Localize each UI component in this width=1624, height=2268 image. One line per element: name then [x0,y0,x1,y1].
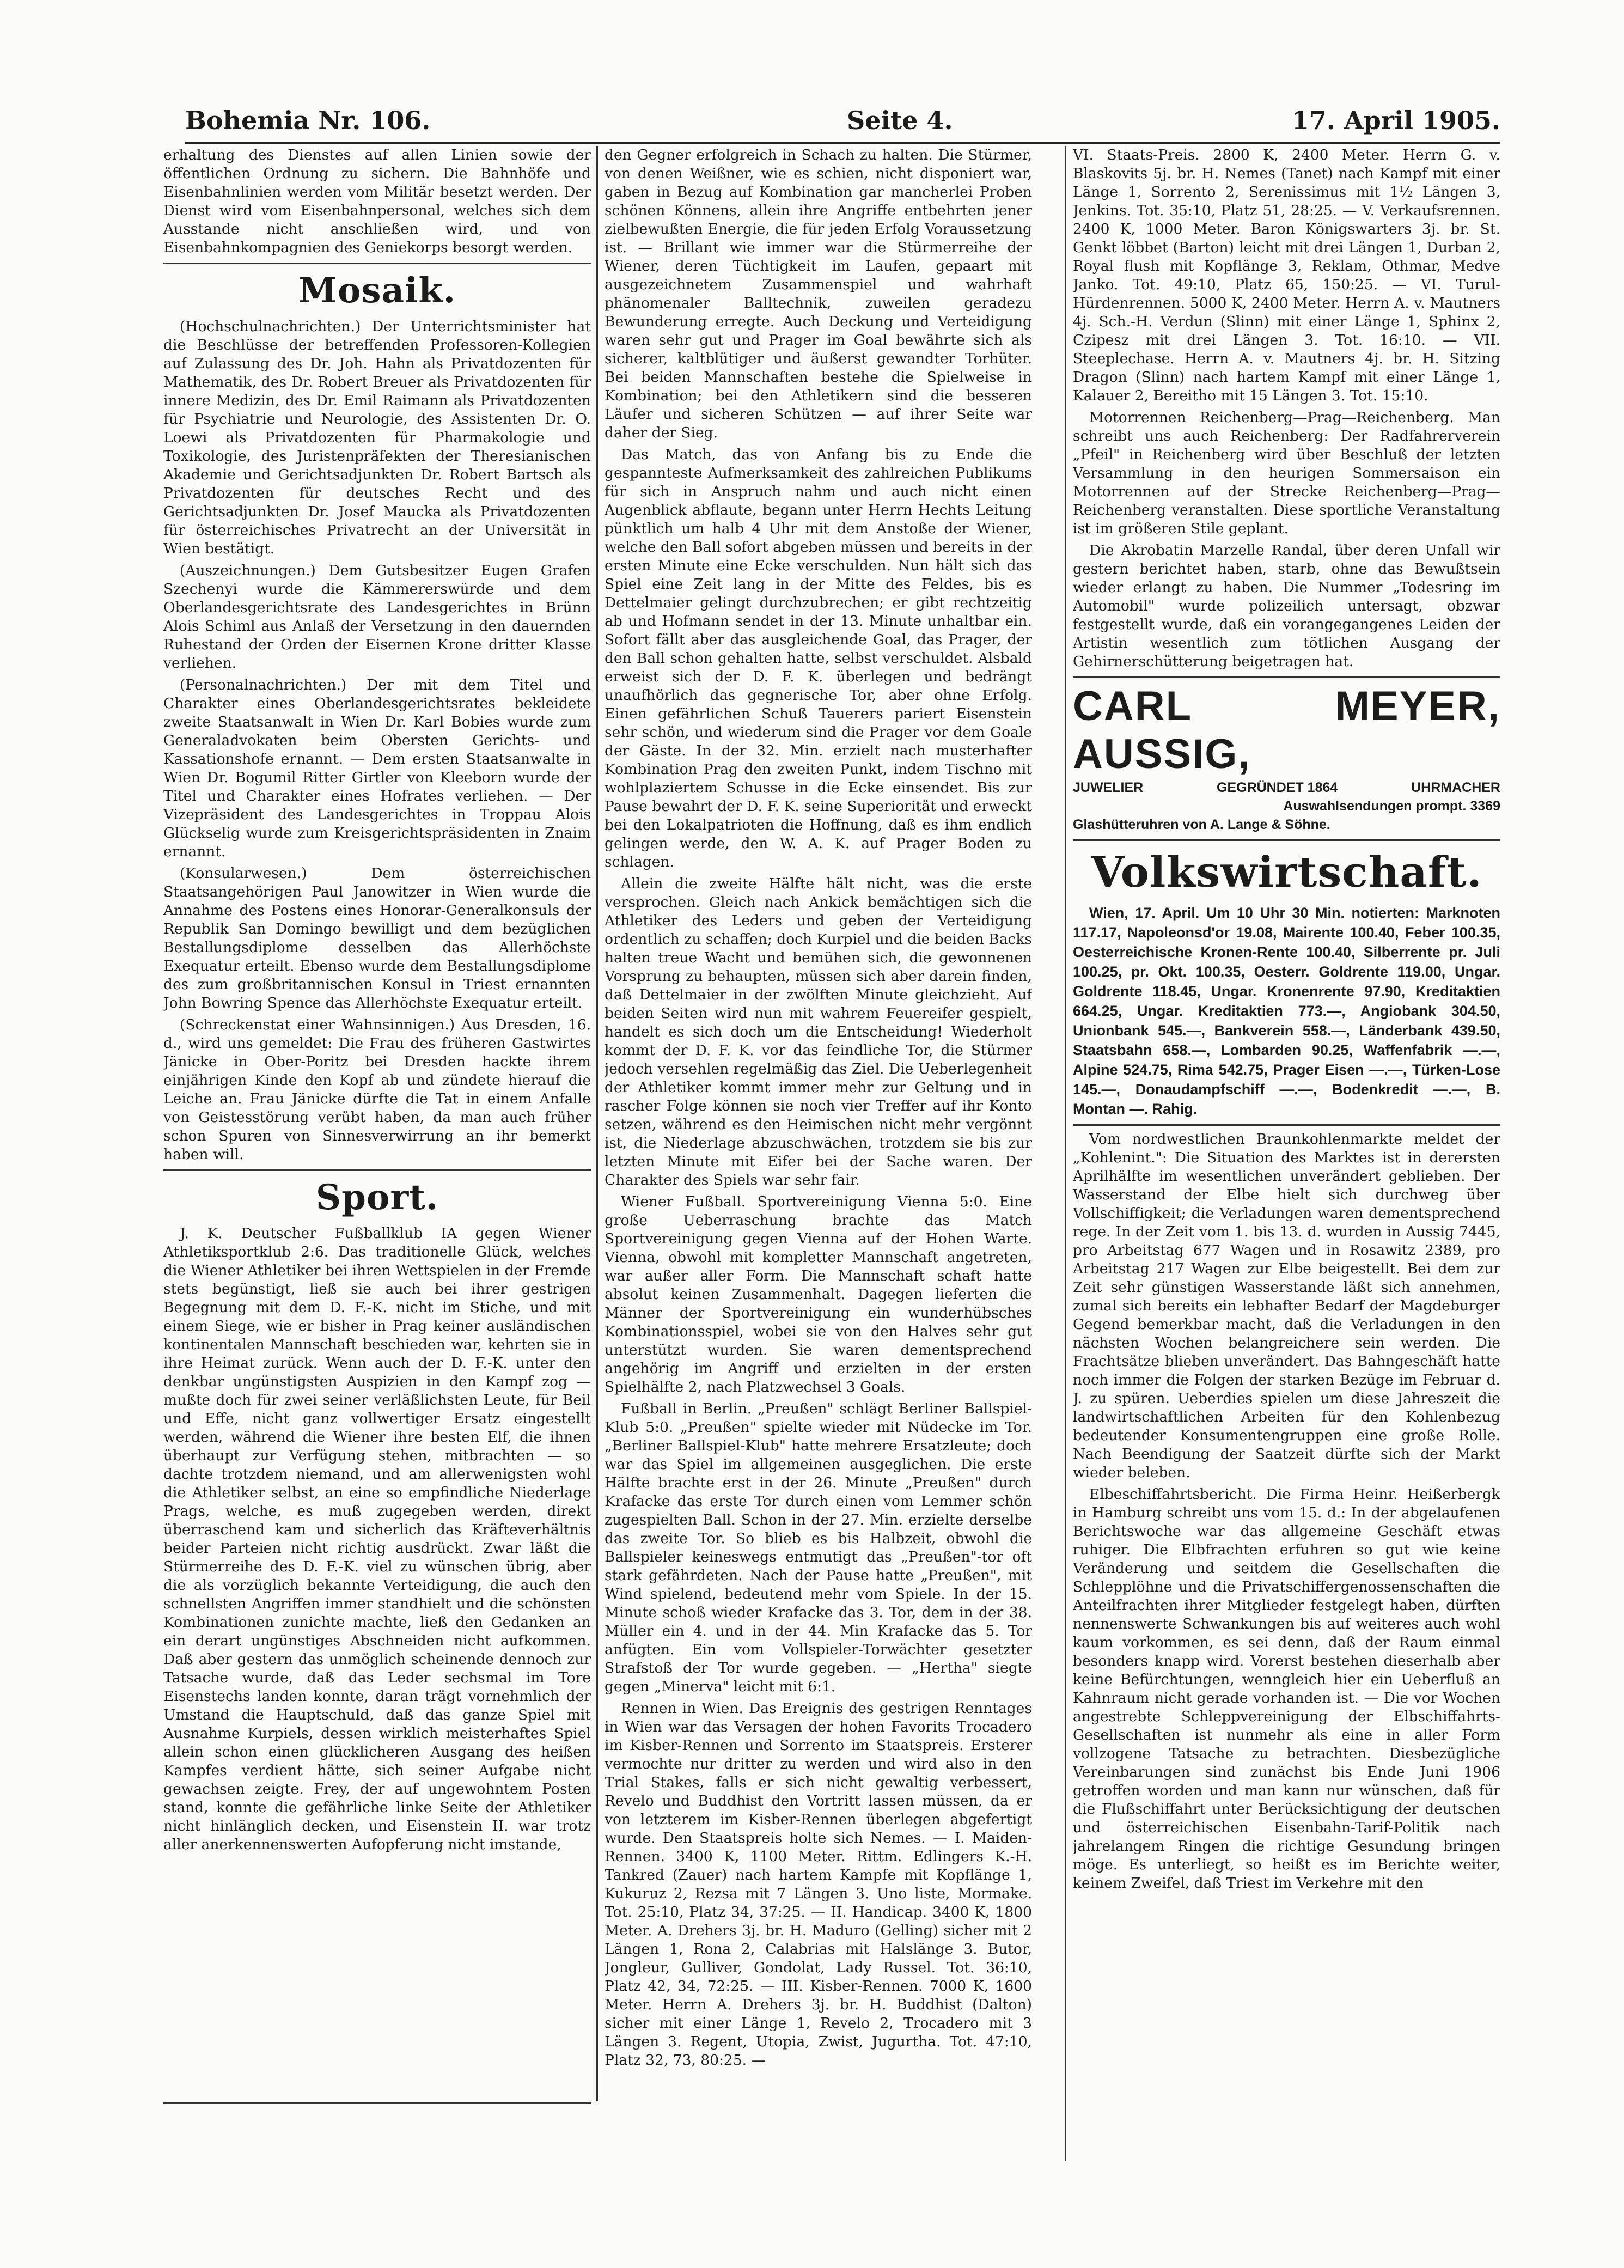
sport-item-wiener-fussball: Wiener Fußball. Sportvereinigung Vienna 5:0. Eine große Ueberraschung brachte das Match Sportvereinigung gegen Vienna auf der Hohen Warte. Vienna, obwohl mit kompletter Mannschaft angetreten, war außer aller Form. Die Mannschaft schaft hatte absolut keinen Zusammenhalt. Dagegen lieferten die Männer der Sportvereinigung ein wunderhübsches Kombinationsspiel, wobei sie von den Halves sehr gut unterstützt wurden. Sie waren dementsprechend angehörig im Angriff und erzielten in der ersten Spielhälfte 2, nach Platzwechsel 3 Goals. [605,1193,1032,1395]
news-item: (Hochschulnachrichten.) Der Unterrichtsminister hat die Beschlüsse der betreffenden Professoren-Kollegien auf Zulassung des Dr. Joh. Hahn als Privatdozenten für Mathematik, des Dr. Robert Breuer als Privatdozenten für innere Medizin, des Dr. Emil Raimann als Privatdozenten für Psychiatrie und Neurologie, des Assistenten Dr. O. Loewi als Privatdozenten für Pharmakologie und Toxikologie, des Juristenpräfekten der Theresianischen Akademie und Gerichtsadjunkten Dr. Robert Bartsch als Privatdozenten für deutsches Recht und des Gerichtsadjunkten Dr. Josef Maucka als Privatdozenten für österreichisches Privatrecht an der Universität in Wien bestätigt. [163,318,591,557]
ad-subtitle [1073,778,1500,797]
ad-mid: GEGRÜNDET 1864 [1217,780,1338,795]
column-1 [163,146,591,2101]
ad-line-1: Auswahlsendungen prompt. 3369 [1283,798,1500,814]
ad-line-2: Glashütteruhren von A. Lange & Söhne. [1073,817,1330,832]
sport-article-paragraph: Allein die zweite Hälfte hält nicht, was die erste versprochen. Gleich nach Ankick bemächtigen sich die Athletiker des Leders und geben der Verteidigung ordentlich zu schaffen; doch Kurpiel und die beiden Backs halten treue Wacht und bemühen sich, die gewonnenen Vorsprung zu behaupten, müssen sich aber darein finden, daß Dettelmaier in der zwölften Minute gleichzieht. Auf beiden Seiten wird nun mit wahrem Feuereifer gespielt, handelt es sich doch um die Entscheidung! Wiederholt kommt der D. F. K. vor das feindliche Tor, die Stürmer jedoch versehlen regelmäßig das Ziel. Die Ueberlegenheit der Athletiker kommt immer mehr zur Geltung und in rascher Folge können sie noch vier Treffer auf ihr Konto setzen, während es den Heimischen nicht mehr vergönnt ist, die Niederlage abzuschwächen, trotzdem sie bis zur letzten Minute mit Eifer bei der Sache waren. Der Charakter des Spiels war sehr fair. [605,875,1032,1188]
masthead-date: 17. April 1905. [1291,106,1500,135]
econ-item-braunkohle: Vom nordwestlichen Braunkohlenmarkte meldet der „Kohlenint.": Die Situation des Marktes ist in derersten Aprilhälfte im wesentlichen unverändert geblieben. Der Wasserstand der Elbe hielt sich durchweg über Vollschiffigkeit; die Verladungen waren dementsprechend rege. In der Zeit vom 1. bis 13. d. wurden in Aussig 7445, pro Arbeitstag 677 Wagen und in Rosawitz 2389, pro Arbeitstag 217 Wagen zur Elbe beigestellt. Bei dem zur Zeit sehr günstigen Wasserstande läßt sich annehmen, zumal sich bereits ein lebhafter Bedarf der Magdeburger Gegend bemerkbar macht, daß die Verladungen in den nächsten Wochen belangreichere sein werden. Die Frachtsätze blieben unverändert. Das Bahngeschäft hatte noch immer die Folgen der starken Bezüge im Februar d. J. zu spüren. Ueberdies spielen um diese Jahreszeit die landwirtschaftlichen Arbeiten für den Kohlenbezug bedeutender Konsumentengruppen eine große Rolle. Nach Beendigung der Saatzeit dürfte sich der Markt wieder beleben. [1073,1131,1500,1481]
sport-item-rennen-wien: Rennen in Wien. Das Ereignis des gestrigen Renntages in Wien war das Versagen der hohen Favorits Trocadero im Kisber-Rennen und Sorrento im Staatspreis. Ersterer vermochte nur dritter zu werden und wird also in den Trial Stakes, falls er sich nicht gewaltig verbessert, Revelo und Buddhist den Vortritt lassen müssen, da er von letzterem im Kisber-Rennen überlegen abgefertigt wurde. Den Staatspreis holte sich Nemes. — I. Maiden-Rennen. 3400 K, 1100 Meter. Rittm. Edlingers K.-H. Tankred (Zauer) nach hartem Kampfe mit Kopflänge 1, Kukuruz 2, Rezsa mit 7 Längen 3. Uno liste, Mormake. Tot. 25:10, Platz 34, 37:25. — II. Handicap. 3400 K, 1800 Meter. A. Drehers 3j. br. H. Maduro (Gelling) sicher mit 2 Längen 1, Rona 2, Calabrias mit Halslänge 3. Butor, Jongleur, Gulliver, Gondolat, Lady Russel. Tot. 36:10, Platz 42, 34, 72:25. — III. Kisber-Rennen. 7000 K, 1600 Meter. Herrn A. Drehers 3j. br. H. Buddhist (Dalton) sicher mit einer Länge 1, Revelo 2, Trocadero mit 3 Längen 3. Regent, Utopia, Zwist, Jugurtha. Tot. 47:10, Platz 32, 73, 80:25. — [605,1700,1032,2069]
sport-article: J. K. Deutscher Fußballklub IA gegen Wiener Athletiksportklub 2:6. Das traditionelle Glück, welches die Wiener Athletiker bei ihren Wettspielen in der Fremde stets begünstigt, ließ sie auch bei ihrer gestrigen Begegnung mit dem D. F.-K. nicht im Stiche, und mit einem Siege, wie er bisher in Prag keiner ausländischen kontinentalen Mannschaft beschieden war, kehrten sie in ihre Heimat zurück. Wenn auch der D. F.-K. unter den denkbar ungünstigsten Auspizien in den Kampf zog — mußte doch für zwei seiner verläßlichsten Leute, für Beil und Effe, nicht ganz vollwertiger Ersatz eingestellt werden, während die Wiener ihre besten Elf, die ihnen überhaupt zur Verfügung stehen, mitbrachten — so dachte trotzdem niemand, und am allerwenigsten wohl die Athletiker selbst, an eine so empfindliche Niederlage Prags, welche, es muß zugegeben werden, direkt überraschend kam und sicherlich das Kräfteverhältnis beider Parteien nicht richtig ausdrückt. Zwar läßt die Stürmerreihe des D. F.-K. viel zu wünschen übrig, aber die als vorzüglich bekannte Verteidigung, die auch den schnellsten Angriffen immer standhielt und die schönsten Kombinationen zunichte machte, ließ den Gedanken an ein derart ungünstiges Abschneiden nicht aufkommen. Daß aber gestern das unmöglich scheinende dennoch zur Tatsache wurde, daß das Leder sechsmal im Tore Eisenstechs landen konnte, daran trägt vornehmlich der Umstand die Hauptschuld, daß das ganze Spiel mit Ausnahme Kurpiels, dessen wirklich meisterhaftes Spiel allein schon einen glücklicheren Ausgang des heißen Kampfes verdient hätte, sich seiner Aufgabe nicht gewachsen zeigte. Frey, der auf ungewohntem Posten stand, konnte die gefährliche linke Seite der Athletiker nicht hinlänglich decken, und Eisenstein II. war trotz aller anerkennenswerten Aufopferung nicht imstande, [163,1225,591,1853]
masthead-issue: Bohemia Nr. 106. [185,106,431,135]
masthead [185,103,1500,144]
column-rule [1065,146,1066,2161]
section-divider [163,1169,591,1171]
ad-right: UHRMACHER [1411,780,1500,795]
section-title-sport: Sport. [315,1177,439,1218]
masthead-page-number: Seite 4. [847,106,953,135]
news-item: (Konsularwesen.) Dem österreichischen Staatsangehörigen Paul Janowitzer in Wien wurde die Annahme des Postens eines Honorar-Generalkonsuls der Republik San Domingo bewilligt und dem bezüglichen Bestallungsdiplome desselben das Allerhöchste Exequatur erteilt. Ebenso wurde dem Bestallungsdiplome des zum großbritannischen Konsul in Triest ernannten John Bowring Spence das Allerhöchste Exequatur erteilt. [163,865,591,1011]
market-quotes: Wien, 17. April. Um 10 Uhr 30 Min. notierten: Marknoten 117.17, Napoleonsd'or 19.08, Mairente 100.40, Feber 100.35, Oesterreichische Kronen-Rente 100.40, Silberrente pr. Juli 100.25, pr. Okt. 100.35, Oesterr. Goldrente 119.00, Ungar. Goldrente 118.45, Ungar. Kronenrente 97.90, Kreditaktien 664.25, Ungar. Kreditaktien 773.—, Angiobank 304.50, Unionbank 545.—, Bankverein 558.—, Länderbank 439.50, Staatsbahn 658.—, Lombarden 90.25, Waffenfabrik —.—, Alpine 524.75, Rima 542.75, Prager Eisen —.—, Türken-Lose 145.—, Donaudampfschiff —.—, Bodenkredit —.—, B. Montan —. Rahig. [1073,905,1500,1117]
news-item: (Auszeichnungen.) Dem Gutsbesitzer Eugen Grafen Szechenyi wurde die Kämmererswürde und dem Oberlandesgerichtsrate des Landesgerichtes in Brünn Alois Schiml aus Anlaß der Versetzung in den dauernden Ruhestand der Orden der Eisernen Krone dritter Klasse verliehen. [163,562,591,672]
column-end-rule [163,2102,591,2104]
news-item-akrobatin: Die Akrobatin Marzelle Randal, über deren Unfall wir gestern berichtet haben, starb, ohne das Bewußtsein wieder erlangt zu haben. Die Nummer „Todesring im Automobil" wurde polizeilich untersagt, obzwar festgestellt wurde, daß ein vorangegangenes Leiden der Artistin wesentlich zum tötlichen Ausgang der Gehirnerschütterung beigetragen hat. [1073,542,1500,670]
advertisement [1073,676,1500,841]
sport-item-motorrennen: Motorrennen Reichenberg—Prag—Reichenberg. Man schreibt uns auch Reichenberg: Der Radfahrerverein „Pfeil" in Reichenberg wird über Beschluß der letzten Versammlung in den heurigen Sommersaison ein Motorrennen auf der Strecke Reichenberg—Prag—Reichenberg veranstalten. Diese sportliche Veranstaltung ist im größeren Stile geplant. [1073,409,1500,537]
ad-company-name: CARL MEYER, AUSSIG, [1073,683,1500,777]
sport-item-fussball-berlin: Fußball in Berlin. „Preußen" schlägt Berliner Ballspiel-Klub 5:0. „Preußen" spielte wieder mit Nüdecke im Tor. „Berliner Ballspiel-Klub" hatte mehrere Ersatzleute; doch war das Spiel im allgemeinen ausgeglichen. Die erste Hälfte brachte erst in der 26. Minute „Preußen" durch Krafacke das erste Tor durch einen vom Lemmer schön zugespielten Ball. Schon in der 27. Min. erzielte derselbe das zweite Tor. So blieb es bis Halbzeit, obwohl die Ballspieler keineswegs entmutigt das „Preußen"-tor oft stark gefährdeten. Nach der Pause hatte „Preußen", mit Wind spielend, bedeutend mehr vom Spiele. In der 15. Minute schoß wieder Krafacke das 3. Tor, dem in der 38. Müller ein 4. und in der 44. Min Krafacke das 5. Tor anfügten. Ein vom Vollspieler-Torwächter gesetzter Strafstoß der Tor wurde gegeben. — „Hertha" siegte gegen „Minerva" leicht mit 6:1. [605,1400,1032,1695]
article-continuation: erhaltung des Dienstes auf allen Linien sowie der öffentlichen Ordnung zu sichern. Die Bahnhöfe und Eisenbahnlinien werden vom Militär besetzt werden. Der Dienst wird vom Eisenbahnpersonal, welches sich dem Ausstande nicht anschließen wird, und von Eisenbahnkompagnien des Geniekorps besorgt werden. [163,147,591,256]
sport-article-continuation: den Gegner erfolgreich in Schach zu halten. Die Stürmer, von denen Weißner, wie es schien, nicht disponiert war, gaben in Bezug auf Kombination gar mancherlei Proben schönen Könnens, allein ihre Angriffe entbehrten jener zielbewußten Energie, die für jeden Erfolg Voraussetzung ist. — Brillant wie immer war die Stürmerreihe der Wiener, deren Tüchtigkeit im Laufen, gepaart mit ausgezeichnetem Zusammenspiel und wahrhaft phänomenaler Balltechnik, zuweilen geradezu Bewunderung erregte. Auch Deckung und Verteidigung waren sehr gut und Prager im Goal bewährte sich als sicherer, kaltblütiger und äußerst gewandter Torhüter. Bei beiden Mannschaften bestehe die Spielweise in Kombination; bei den Athletikern sind die besseren Läufer und sicheren Schützen — auf ihrer Seite war daher der Sieg. [605,147,1032,441]
section-divider [163,263,591,264]
sport-article-paragraph: Das Match, das von Anfang bis zu Ende die gespannteste Aufmerksamkeit des zahlreichen Publikums für sich in Anspruch nahm und auch nicht einen Augenblick abflaute, begann unter Herrn Hechts Leitung pünktlich um halb 4 Uhr mit dem Anstoße der Wiener, welche den Ball sofort abgeben müssen und bereits in der ersten Minute eine Ecke verschulden. Nun hält sich das Spiel eine Zeit lang in der Mitte des Feldes, bis es Dettelmaier gelingt durchzubrechen; er gibt rechtzeitig ab und Hofmann sendet in der 13. Minute unhaltbar ein. Sofort fällt aber das ausgleichende Goal, das Prager, der den Ball schon gehalten hatte, selbst verschuldet. Alsbald erweist sich der D. F. K. überlegen und bedrängt unaufhörlich das gegnerische Tor, aber ohne Erfolg. Einen gefährlichen Schuß Tauerers pariert Eisenstein sehr schön, und wiederum sind die Prager vor dem Goale der Gäste. In der 32. Min. erzielt nach musterhafter Kombination Prag den zweiten Punkt, indem Tischno mit wohlplaziertem Schusse in die Ecke einsendet. Bis zur Pause bewahrt der D. F. K. seine Superiorität und erweckt bei den Lokalpatrioten die Hoffnung, daß es ihm endlich gelingen werde, den W. A. K. auf Prager Boden zu schlagen. [605,446,1032,870]
news-item: (Schreckenstat einer Wahnsinnigen.) Aus Dresden, 16. d., wird uns gemeldet: Die Frau des früheren Gastwirtes Jänicke in Ober-Poritz bei Dresden hackte ihrem einjährigen Kinde den Kopf ab und zündete hierauf die Leiche an. Frau Jänicke dürfte die Tat in einem Anfalle von Geistesstörung verübt haben, da man auch früher schon Spuren von Sinnesverwirrung an ihr bemerkt haben will. [163,1016,591,1163]
section-title-mosaik: Mosaik. [298,270,456,311]
race-results: VI. Staats-Preis. 2800 K, 2400 Meter. Herrn G. v. Blaskovits 5j. br. H. Nemes (Tanet) nach Kampf mit einer Länge 1, Sorrento 2, Serenissimus mit 1½ Längen 3, Jenkins. Tot. 35:10, Platz 51, 28:25. — V. Verkaufsrennen. 2400 K, 1000 Meter. Baron Königswarters 3j. br. St. Genkt löbbet (Barton) leicht mit drei Längen 1, Durban 2, Royal flush mit Kopflänge 3, Reklam, Othmar, Medve Janko. Tot. 49:10, Platz 65, 150:25. — VI. Turul-Hürdenrennen. 5000 K, 2400 Meter. Herrn A. v. Mautners 4j. Sch.-H. Verdun (Slinn) mit einer Länge 1, Sphinx 2, Czipesz mit drei Längen 3. Tot. 16:10. — VII. Steeplechase. Herrn A. v. Mautners 4j. br. H. Sitzing Dragon (Slinn) nach hartem Kampf mit einer Länge 1, Kalauer 2, Bereitho mit 15 Längen 3. Tot. 15:10. [1073,147,1500,404]
column-2 [605,146,1032,2161]
section-title-volkswirtschaft: Volkswirtschaft. [1091,848,1482,897]
news-item: (Personalnachrichten.) Der mit dem Titel und Charakter eines Oberlandesgerichtsrates bekleidete zweite Staatsanwalt in Wien Dr. Karl Bobies wurde zum Generaladvokaten beim Obersten Gerichts- und Kassationshofe ernannt. — Dem ersten Staatsanwalte in Wien Dr. Bogumil Ritter Girtler von Kleeborn wurde der Titel und Charakter eines Hofrates verliehen. — Der Vizepräsident des Landesgerichtes in Troppau Alois Glückselig wurde zum Kreisgerichtspräsidenten in Znaim ernannt. [163,676,591,860]
column-rule [596,146,598,2101]
section-divider [1073,1124,1500,1126]
econ-item-elbeschiffahrt: Elbeschiffahrtsbericht. Die Firma Heinr. Heißerbergk in Hamburg schreibt uns vom 15. d.: In der abgelaufenen Berichtswoche war das allgemeine Geschäft etwas ruhiger. Die Elbfrachten erfuhren so gut wie keine Veränderung und seitdem die Gesellschaften die Schlepplöhne und die Privatschiffergenossenschaften die Anteilfrachten ihrer Mitglieder festgelegt haben, dürften nennenswerte Schwankungen bis auf weiteres auch wohl kaum vorkommen, es sei denn, daß der Raum einmal besonders knapp wird. Vorerst bestehen dieserhalb aber keine Befürchtungen, wenngleich hier ein Ueberfluß an Kahnraum nicht gerade vorhanden ist. — Die vor Wochen angestrebte Schleppvereinigung der Elbschiffahrts-Gesellschaften ist nunmehr als eine in aller Form vollzogene Tatsache zu betrachten. Diesbezügliche Vereinbarungen sind zunächst bis Ende Juni 1906 getroffen worden und man kann nur wünschen, daß für die Flußschiffahrt unter Berücksichtigung der deutschen und österreichischen Eisenbahn-Tarif-Politik nach jahrelangem Ringen die richtige Gesundung bringen möge. Es unterliegt, so heißt es im Berichte weiter, keinem Zweifel, daß Triest im Verkehre mit den [1073,1486,1500,1892]
ad-left: JUWELIER [1073,780,1144,795]
column-3 [1073,146,1500,2107]
